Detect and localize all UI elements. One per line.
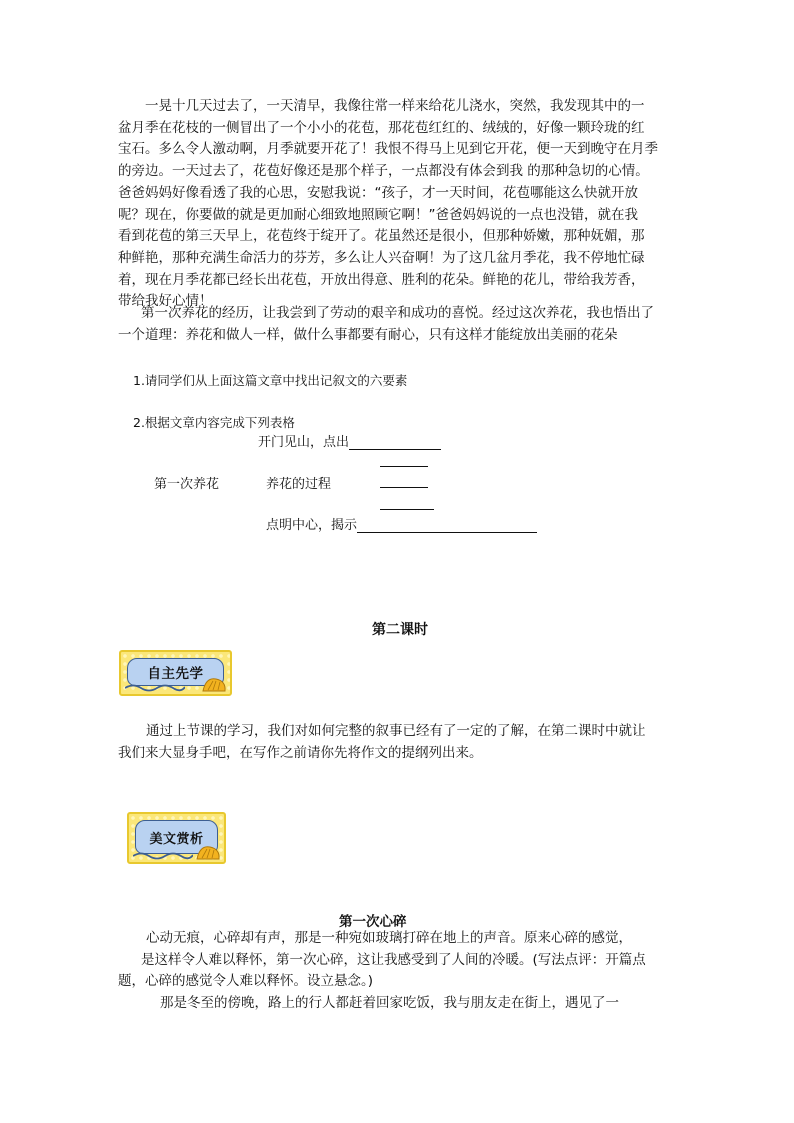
text-line: 宝石。多么令人激动啊，月季就要开花了！我恨不得马上见到它开花，便一天到晚守在月季 xyxy=(118,141,658,158)
answer-blank[interactable] xyxy=(380,487,428,488)
badge-label: 美文赏析 xyxy=(135,820,218,854)
text-line: 看到花苞的第三天早上，花苞终于绽开了。花虽然还是很小，但那种娇嫩，那种妩媚，那 xyxy=(118,228,645,245)
text-line: 是这样令人难以释怀，第一次心碎，这让我感受到了人间的冷暖。(写法点评：开篇点 xyxy=(141,951,646,968)
outline-process: 养花的过程 xyxy=(266,477,332,492)
outline-root: 第一次养花 xyxy=(154,477,220,492)
question-1: 1.请同学们从上面这篇文章中找出记叙文的六要素 xyxy=(133,373,408,388)
text-line: 通过上节课的学习，我们对如何完整的叙事已经有了一定的了解，在第二课时中就让 xyxy=(146,723,646,739)
text-line: 心动无痕，心碎却有声，那是一种宛如玻璃打碎在地上的声音。原来心碎的感觉， xyxy=(146,930,632,946)
answer-blank[interactable] xyxy=(357,518,537,533)
wave-icon xyxy=(133,850,193,860)
self-study-badge xyxy=(119,650,232,696)
wave-icon xyxy=(125,682,185,692)
outline-ending-label: 点明中心，揭示 xyxy=(266,518,358,533)
answer-blank[interactable] xyxy=(349,435,441,450)
shell-icon xyxy=(194,843,222,861)
text-line: 带给我好心情！ xyxy=(118,293,213,310)
outline-opening xyxy=(258,431,441,450)
story-paragraph-2 xyxy=(118,303,678,346)
story-paragraph-1 xyxy=(118,96,678,313)
text-line: 一个道理：养花和做人一样，做什么事都要有耐心，只有这样才能绽放出美丽的花朵 xyxy=(118,326,618,343)
lesson-2-intro xyxy=(118,721,678,764)
text-line: 爸爸妈妈好像看透了我的心思，安慰我说：“孩子，才一天时间，花苞哪能这么快就开放 xyxy=(118,184,638,201)
text-line: 第一次养花的经历，让我尝到了劳动的艰辛和成功的喜悦。经过这次养花，我也悟出了 xyxy=(141,305,654,321)
text-line: 呢？现在，你要做的就是更加耐心细致地照顾它啊！”爸爸妈妈说的一点也没错，就在我 xyxy=(118,206,638,223)
text-line: 盆月季在花枝的一侧冒出了一个小小的花苞，那花苞红红的、绒绒的，好像一颗玲珑的红 xyxy=(118,119,645,136)
lesson-2-title: 第二课时 xyxy=(372,622,428,638)
answer-blank[interactable] xyxy=(380,509,434,510)
outline-opening-label: 开门见山，点出 xyxy=(258,435,350,450)
text-line: 的旁边。一天过去了，花苞好像还是那个样子，一点都没有体会到我 的那种急切的心情。 xyxy=(118,163,649,180)
answer-blank[interactable] xyxy=(380,466,428,467)
essay-title: 第一次心碎 xyxy=(339,914,407,930)
text-line: 种鲜艳，那种充满生命活力的芬芳，多么让人兴奋啊！为了这几盆月季花，我不停地忙碌 xyxy=(118,249,645,266)
shell-icon xyxy=(200,675,228,693)
essay-appreciation-badge xyxy=(127,812,226,864)
text-line: 那是冬至的傍晚，路上的行人都赶着回家吃饭，我与朋友走在街上，遇见了一 xyxy=(160,995,619,1012)
text-line: 题，心碎的感觉令人难以释怀。设立悬念。) xyxy=(118,973,374,990)
text-line: 一晃十几天过去了，一天清早，我像往常一样来给花儿浇水，突然，我发现其中的一 xyxy=(145,98,645,114)
text-line: 我们来大显身手吧，在写作之前请你先将作文的提纲列出来。 xyxy=(118,744,483,761)
question-2: 2.根据文章内容完成下列表格 xyxy=(133,415,295,430)
text-line: 着，现在月季花都已经长出花苞，开放出得意、胜利的花朵。鲜艳的花儿，带给我芳香， xyxy=(118,271,645,288)
badge-label: 自主先学 xyxy=(127,658,224,686)
outline-ending xyxy=(266,514,537,533)
essay-body xyxy=(118,928,678,1015)
